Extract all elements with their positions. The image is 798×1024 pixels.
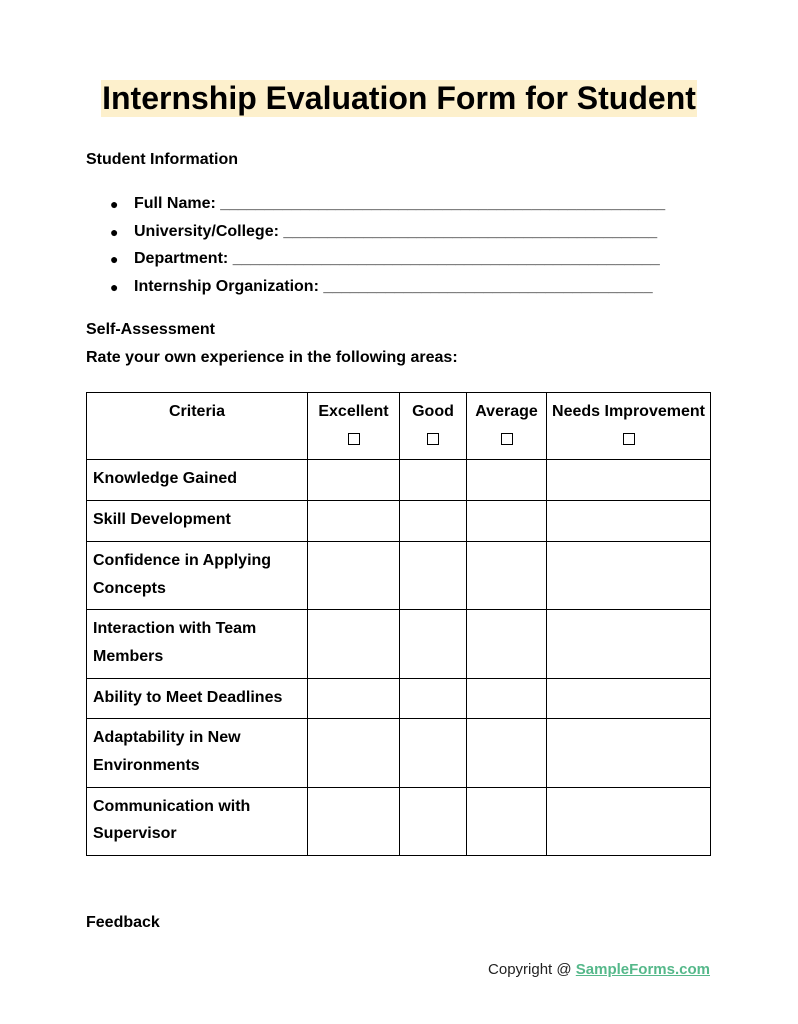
checkbox-icon[interactable] bbox=[427, 433, 439, 445]
rating-cell-average[interactable] bbox=[467, 787, 547, 855]
rating-cell-excellent[interactable] bbox=[308, 719, 400, 787]
field-organization[interactable] bbox=[86, 275, 665, 303]
rating-cell-needs-improvement[interactable] bbox=[547, 610, 711, 678]
field-full-name[interactable] bbox=[86, 192, 665, 220]
field-department[interactable] bbox=[86, 247, 665, 275]
field-label: Full Name: bbox=[134, 195, 216, 212]
rating-cell-average[interactable] bbox=[467, 501, 547, 542]
bullet-icon: ● bbox=[110, 223, 119, 240]
table-row bbox=[87, 541, 711, 609]
header-needs-improvement[interactable]: Needs Improvement bbox=[547, 393, 711, 460]
rating-cell-good[interactable] bbox=[400, 678, 467, 719]
criteria-cell: Skill Development bbox=[87, 501, 308, 542]
table-row bbox=[87, 787, 711, 855]
rating-cell-excellent[interactable] bbox=[308, 610, 400, 678]
rating-cell-needs-improvement[interactable] bbox=[547, 787, 711, 855]
copyright-footer bbox=[488, 961, 710, 978]
evaluation-table bbox=[86, 392, 711, 856]
rating-cell-needs-improvement[interactable] bbox=[547, 678, 711, 719]
copyright-text: Copyright @ bbox=[488, 961, 576, 978]
field-blank[interactable]: __________________________________________ bbox=[283, 222, 658, 240]
rating-cell-excellent[interactable] bbox=[308, 787, 400, 855]
table-row bbox=[87, 719, 711, 787]
rating-cell-excellent[interactable] bbox=[308, 460, 400, 501]
rating-cell-good[interactable] bbox=[400, 460, 467, 501]
rating-cell-average[interactable] bbox=[467, 541, 547, 609]
rating-cell-excellent[interactable] bbox=[308, 678, 400, 719]
rating-cell-good[interactable] bbox=[400, 541, 467, 609]
sampleforms-link[interactable]: SampleForms.com bbox=[575, 961, 710, 978]
criteria-cell: Ability to Meet Deadlines bbox=[87, 678, 308, 719]
field-label: Department: bbox=[134, 250, 229, 268]
bullet-icon: ● bbox=[110, 279, 119, 296]
field-label: University/College: bbox=[134, 222, 279, 240]
criteria-cell: Communication with Supervisor bbox=[87, 787, 308, 855]
rating-cell-needs-improvement[interactable] bbox=[547, 541, 711, 609]
header-average[interactable]: Average bbox=[467, 393, 547, 460]
student-info-heading: Student Information bbox=[86, 151, 238, 168]
rating-cell-excellent[interactable] bbox=[308, 541, 400, 609]
bullet-icon: ● bbox=[110, 251, 119, 268]
criteria-cell: Adaptability in New Environments bbox=[87, 719, 308, 787]
rating-cell-needs-improvement[interactable] bbox=[547, 460, 711, 501]
header-criteria: Criteria bbox=[87, 393, 308, 460]
checkbox-icon[interactable] bbox=[623, 433, 635, 445]
field-university[interactable] bbox=[86, 220, 665, 248]
rating-cell-average[interactable] bbox=[467, 719, 547, 787]
criteria-cell: Confidence in Applying Concepts bbox=[87, 541, 308, 609]
field-blank[interactable]: ________________________________________________ bbox=[232, 250, 660, 268]
table-row bbox=[87, 501, 711, 542]
bullet-icon: ● bbox=[110, 196, 119, 212]
rating-cell-needs-improvement[interactable] bbox=[547, 501, 711, 542]
field-label: Internship Organization: bbox=[134, 278, 319, 296]
rating-cell-good[interactable] bbox=[400, 610, 467, 678]
self-assessment-heading: Self-Assessment bbox=[86, 321, 215, 338]
field-blank[interactable]: _____________________________________ bbox=[323, 278, 653, 296]
self-assessment-instruction: Rate your own experience in the following areas: bbox=[86, 349, 458, 366]
table-row bbox=[87, 460, 711, 501]
title-wrap bbox=[0, 80, 798, 117]
rating-cell-good[interactable] bbox=[400, 787, 467, 855]
rating-cell-excellent[interactable] bbox=[308, 501, 400, 542]
table-header-row bbox=[87, 393, 711, 460]
header-excellent[interactable]: Excellent bbox=[308, 393, 400, 460]
rating-cell-average[interactable] bbox=[467, 610, 547, 678]
rating-cell-average[interactable] bbox=[467, 678, 547, 719]
table-row bbox=[87, 610, 711, 678]
criteria-cell: Interaction with Team Members bbox=[87, 610, 308, 678]
table-row bbox=[87, 678, 711, 719]
criteria-cell: Knowledge Gained bbox=[87, 460, 308, 501]
rating-cell-average[interactable] bbox=[467, 460, 547, 501]
rating-cell-good[interactable] bbox=[400, 719, 467, 787]
field-blank[interactable]: __________________________________________________ bbox=[220, 195, 666, 212]
feedback-heading: Feedback bbox=[86, 914, 160, 931]
rating-cell-needs-improvement[interactable] bbox=[547, 719, 711, 787]
rating-cell-good[interactable] bbox=[400, 501, 467, 542]
checkbox-icon[interactable] bbox=[501, 433, 513, 445]
header-good[interactable]: Good bbox=[400, 393, 467, 460]
page-title: Internship Evaluation Form for Student bbox=[102, 80, 696, 116]
student-info-list bbox=[86, 192, 665, 303]
checkbox-icon[interactable] bbox=[348, 433, 360, 445]
